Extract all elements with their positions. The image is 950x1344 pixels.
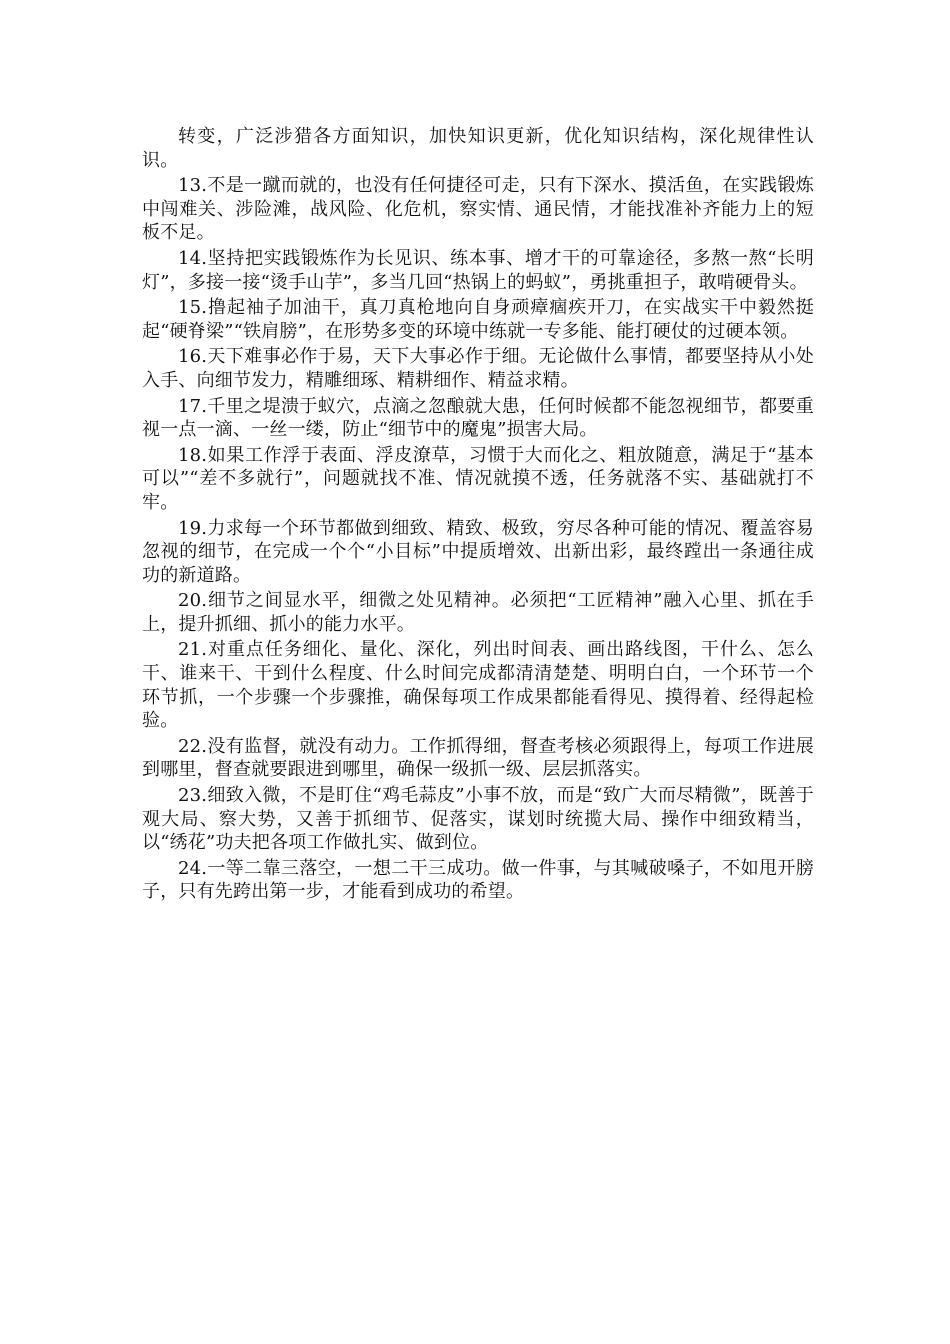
paragraph-14: 14.坚持把实践锻炼作为长见识、练本事、增才干的可靠途径，多熬一熬“长明灯”，多接一接“烫手山芋”，多当几回“热锅上的蚂蚁”，勇挑重担子，敢啃硬骨头。 xyxy=(142,247,814,293)
paragraph-20: 20.细节之间显水平，细微之处见精神。必须把“工匠精神”融入心里、抓在手上，提升抓细、抓小的能力水平。 xyxy=(142,590,814,635)
paragraph-21: 21.对重点任务细化、量化、深化，列出时间表、画出路线图，干什么、怎么干、谁来干、干到什么程度、什么时间完成都清清楚楚、明明白白，一个环节一个环节抓，一个步骤一个步骤推，确保每项工作成果都能看得见、摸得着、经得起检验。 xyxy=(142,639,814,732)
paragraph-24: 24.一等二靠三落空，一想二干三成功。做一件事，与其喊破嗓子，不如甩开膀子，只有先跨出第一步，才能看到成功的希望。 xyxy=(142,857,814,903)
paragraph-continuation: 转变，广泛涉猎各方面知识，加快知识更新，优化知识结构，深化规律性认识。 xyxy=(142,126,814,171)
document-page xyxy=(142,125,814,906)
paragraph-16: 16.天下难事必作于易，天下大事必作于细。无论做什么事情，都要坚持从小处入手、向细节发力，精雕细琢、精耕细作、精益求精。 xyxy=(142,346,814,391)
paragraph-22: 22.没有监督，就没有动力。工作抓得细，督查考核必须跟得上，每项工作进展到哪里，督查就要跟进到哪里，确保一级抓一级、层层抓落实。 xyxy=(142,735,814,781)
paragraph-19: 19.力求每一个环节都做到细致、精致、极致，穷尽各种可能的情况、覆盖容易忽视的细节，在完成一个个“小目标”中提质增效、出新出彩，最终蹚出一条通往成功的新道路。 xyxy=(142,517,814,586)
paragraph-13: 13.不是一蹴而就的，也没有任何捷径可走，只有下深水、摸活鱼，在实践锻炼中闯难关、涉险滩，战风险、化危机，察实情、通民情，才能找准补齐能力上的短板不足。 xyxy=(142,175,814,244)
paragraph-15: 15.撸起袖子加油干，真刀真枪地向自身顽瘴痼疾开刀，在实战实干中毅然挺起“硬脊梁”“铁肩膀”，在形势多变的环境中练就一专多能、能打硬仗的过硬本领。 xyxy=(142,297,814,342)
paragraph-23: 23.细致入微，不是盯住“鸡毛蒜皮”小事不放，而是“致广大而尽精微”，既善于观大局、察大势，又善于抓细节、促落实，谋划时统揽大局、操作中细致精当，以“绣花”功夫把各项工作做扎实、做到位。 xyxy=(142,785,814,854)
paragraph-17: 17.千里之堤溃于蚁穴，点滴之忽酿就大患，任何时候都不能忽视细节，都要重视一点一滴、一丝一缕，防止“细节中的魔鬼”损害大局。 xyxy=(142,395,814,441)
paragraph-18: 18.如果工作浮于表面、浮皮潦草，习惯于大而化之、粗放随意，满足于“基本可以”“差不多就行”，问题就找不准、情况就摸不透，任务就落不实、基础就打不牢。 xyxy=(142,444,814,513)
